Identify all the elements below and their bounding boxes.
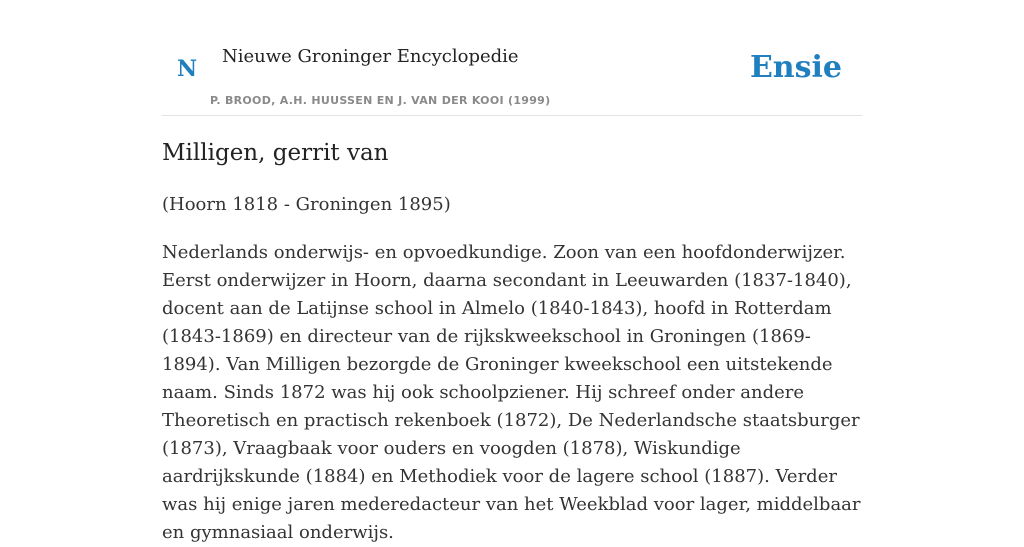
- book-logo[interactable]: N: [177, 56, 198, 82]
- entry-title: Milligen, gerrit van: [162, 140, 389, 166]
- entry-body: Nederlands onderwijs- en opvoedkundige. Zoon van een hoofdonderwijzer. Eerst onderwijzer in Hoorn, daarna secondant in Leeuwarden (1837-1840), docent aan de Latijnse school in Almelo (1840-1843), hoofd in Rotterdam (1843-1869) en directeur van de rijkskweekschool in Groningen (1869-1894). Van Milligen bezorgde de Groninger kweekschool een uitstekende naam. Sinds 1872 was hij ook schoolpziener. Hij schreef onder andere Theoretisch en practisch rekenboek (1872), De Nederlandsche staatsburger (1873), Vraagbaak voor ouders en voogden (1878), Wiskundige aardrijkskunde (1884) en Methodiek voor de lagere school (1887). Verder was hij enige jaren mederedacteur van het Weekblad voor lager, middelbaar en gymnasiaal onderwijs.: [162, 242, 861, 543]
- book-title-link[interactable]: Nieuwe Groninger Encyclopedie: [222, 46, 519, 67]
- entry-dates: (Hoorn 1818 - Groningen 1895): [162, 194, 451, 215]
- book-authors: P. BROOD, A.H. HUUSSEN EN J. VAN DER KOOI (1999): [210, 94, 551, 107]
- book-header: [162, 30, 862, 116]
- ensie-logo-link[interactable]: Ensie: [749, 50, 842, 85]
